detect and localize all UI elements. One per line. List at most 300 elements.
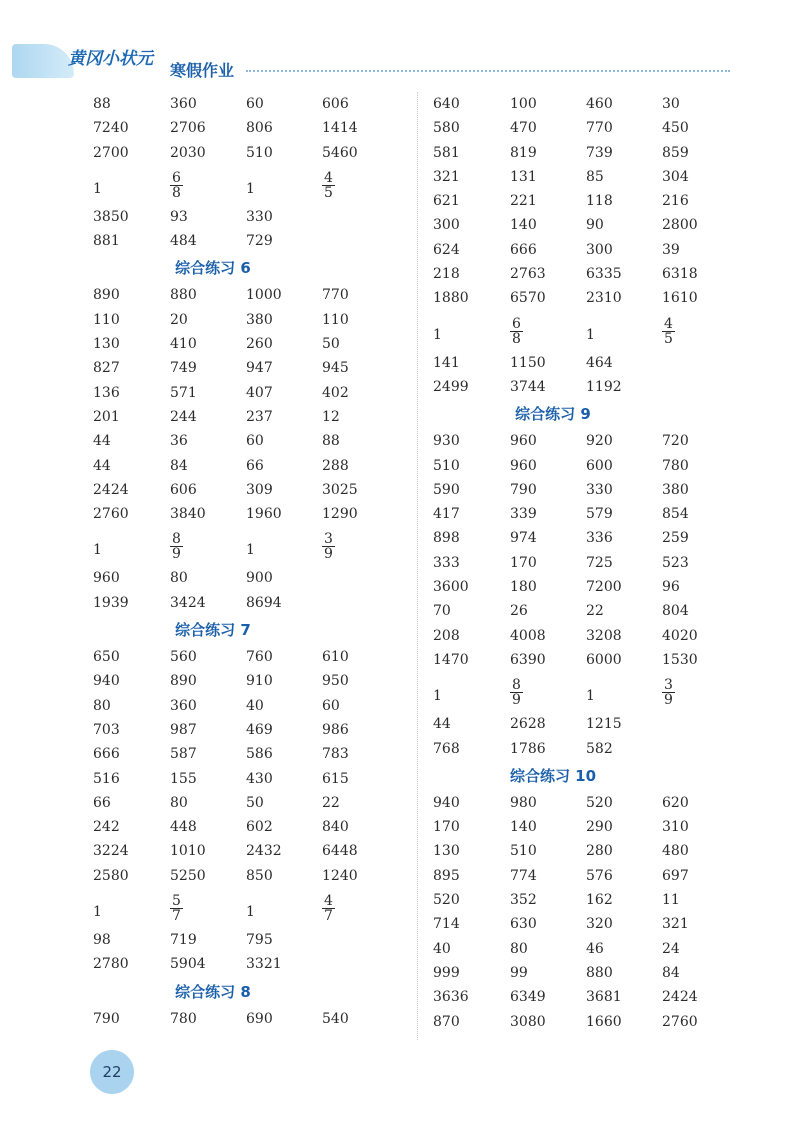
answer-cell: 44 [433, 716, 451, 733]
answer-row [93, 356, 423, 380]
fraction [170, 171, 183, 200]
answer-cell: 590 [433, 481, 460, 498]
answer-cell: 1 [433, 688, 442, 705]
answer-cell: 690 [246, 1010, 273, 1027]
answer-cell: 560 [170, 649, 197, 666]
answer-cell: 749 [170, 360, 197, 377]
answer-cell: 725 [586, 554, 613, 571]
answer-row [433, 478, 763, 502]
answer-cell: 850 [246, 867, 273, 884]
answer-cell: 880 [586, 964, 613, 981]
answer-cell: 66 [93, 794, 111, 811]
answer-cell: 5250 [170, 867, 206, 884]
answer-cell: 136 [93, 384, 120, 401]
answer-cell: 469 [246, 721, 273, 738]
answer-cell: 621 [433, 193, 460, 210]
answer-cell: 3424 [170, 594, 206, 611]
answer-cell: 170 [510, 554, 537, 571]
answer-cell: 60 [246, 96, 264, 112]
answer-cell: 606 [170, 481, 197, 498]
fraction-numerator: 6 [172, 169, 181, 186]
answer-cell: 729 [246, 233, 273, 250]
section-title: 综合练习 6 [175, 259, 251, 278]
answer-cell: 320 [586, 916, 613, 933]
answer-cell: 96 [662, 579, 680, 596]
answer-cell: 1786 [510, 740, 546, 757]
answer-cell: 7240 [93, 120, 129, 137]
answer-cell: 50 [246, 794, 264, 811]
answer-cell: 2760 [93, 506, 129, 523]
answer-cell: 840 [322, 819, 349, 836]
answer-cell: 162 [586, 892, 613, 909]
answer-cell: 3208 [586, 627, 622, 644]
answer-cell: 2763 [510, 266, 546, 283]
answer-row [433, 116, 763, 140]
answer-cell: 84 [662, 964, 680, 981]
answer-cell: 1610 [662, 290, 698, 307]
fraction-denominator: 8 [172, 184, 181, 201]
answer-cell: 130 [433, 843, 460, 860]
answer-cell: 70 [433, 603, 451, 620]
fraction-denominator: 9 [664, 692, 673, 709]
answer-cell: 854 [662, 506, 689, 523]
fraction [662, 678, 675, 707]
answer-cell: 523 [662, 554, 689, 571]
answer-cell: 30 [662, 96, 680, 112]
answer-row [433, 791, 763, 815]
fraction [510, 678, 523, 707]
answer-cell: 80 [170, 570, 188, 587]
fraction [322, 532, 335, 561]
answer-cell: 1 [93, 542, 102, 559]
answer-cell: 520 [433, 892, 460, 909]
answer-row [433, 92, 763, 116]
answer-cell: 610 [322, 649, 349, 666]
answer-cell: 8694 [246, 594, 282, 611]
answer-cell: 703 [93, 721, 120, 738]
answer-cell: 470 [510, 120, 537, 137]
answer-cell: 218 [433, 266, 460, 283]
answer-row [93, 92, 423, 116]
section-title: 综合练习 7 [175, 621, 251, 640]
answer-cell: 333 [433, 554, 460, 571]
fraction-row [433, 311, 763, 351]
answer-cell: 448 [170, 819, 197, 836]
answer-cell: 900 [246, 570, 273, 587]
answer-row [433, 961, 763, 985]
answer-row [433, 839, 763, 863]
answer-cell: 1240 [322, 867, 358, 884]
answer-row [93, 767, 423, 791]
answer-row [93, 791, 423, 815]
answer-cell: 242 [93, 819, 120, 836]
answer-cell: 410 [170, 336, 197, 353]
answer-cell: 890 [93, 287, 120, 304]
answer-row [93, 718, 423, 742]
answer-cell: 576 [586, 867, 613, 884]
answer-cell: 3080 [510, 1013, 546, 1030]
answer-cell: 666 [93, 746, 120, 763]
answer-cell: 40 [246, 697, 264, 714]
answer-row [93, 815, 423, 839]
answer-cell: 40 [433, 940, 451, 957]
answer-cell: 380 [246, 311, 273, 328]
answer-cell: 88 [93, 96, 111, 112]
answer-cell: 6000 [586, 651, 622, 668]
answer-cell: 1 [433, 326, 442, 343]
answer-cell: 581 [433, 144, 460, 161]
answer-cell: 2310 [586, 290, 622, 307]
answer-cell: 2424 [93, 481, 129, 498]
answer-row [93, 478, 423, 502]
answer-cell: 606 [322, 96, 349, 112]
answer-row [433, 238, 763, 262]
answer-row [433, 815, 763, 839]
answer-cell: 6448 [322, 843, 358, 860]
fraction [170, 532, 183, 561]
answer-cell: 6349 [510, 989, 546, 1006]
answer-cell: 1150 [510, 354, 546, 371]
answer-row [433, 937, 763, 961]
answer-row [433, 375, 763, 399]
section-title: 综合练习 10 [509, 766, 597, 785]
answer-row [433, 165, 763, 189]
answer-row [93, 742, 423, 766]
answer-cell: 460 [586, 96, 613, 112]
header-title: 寒假作业 [170, 61, 235, 80]
fraction-row [93, 165, 423, 205]
answer-cell: 2030 [170, 144, 206, 161]
answer-cell: 2424 [662, 989, 698, 1006]
answer-cell: 986 [322, 721, 349, 738]
answer-cell: 780 [662, 457, 689, 474]
answer-cell: 1470 [433, 651, 469, 668]
answer-row [433, 712, 763, 736]
answer-cell: 22 [586, 603, 604, 620]
answer-cell: 430 [246, 770, 273, 787]
answer-cell: 221 [510, 193, 537, 210]
fraction-numerator: 3 [664, 677, 673, 694]
answer-cell: 719 [170, 932, 197, 949]
answer-row [93, 669, 423, 693]
answer-cell: 3025 [322, 481, 358, 498]
answer-cell: 330 [586, 481, 613, 498]
answer-row [93, 429, 423, 453]
answer-cell: 310 [662, 819, 689, 836]
answer-cell: 540 [322, 1010, 349, 1027]
answer-cell: 1 [246, 180, 255, 197]
answer-cell: 1215 [586, 716, 622, 733]
answer-cell: 960 [510, 457, 537, 474]
answer-cell: 510 [246, 144, 273, 161]
answer-cell: 790 [93, 1010, 120, 1027]
answer-cell: 330 [246, 208, 273, 225]
answer-cell: 20 [170, 311, 188, 328]
answer-cell: 484 [170, 233, 197, 250]
answers-column-right [433, 92, 763, 1034]
page-header [0, 0, 800, 90]
answer-cell: 5460 [322, 144, 358, 161]
answer-cell: 1880 [433, 290, 469, 307]
answer-row [93, 952, 423, 976]
answer-cell: 60 [322, 697, 340, 714]
answer-cell: 118 [586, 193, 613, 210]
answer-cell: 36 [170, 433, 188, 450]
answer-row [433, 429, 763, 453]
answer-row [433, 351, 763, 375]
answer-row [433, 864, 763, 888]
answer-row [93, 141, 423, 165]
answer-row [433, 286, 763, 310]
answer-cell: 947 [246, 360, 273, 377]
answer-cell: 80 [510, 940, 528, 957]
answer-cell: 987 [170, 721, 197, 738]
answer-cell: 3321 [246, 956, 282, 973]
answer-cell: 571 [170, 384, 197, 401]
answer-cell: 208 [433, 627, 460, 644]
section-title: 综合练习 9 [515, 405, 591, 424]
fraction-numerator: 4 [324, 169, 333, 186]
answer-cell: 4020 [662, 627, 698, 644]
answer-cell: 1 [93, 904, 102, 921]
answer-cell: 2432 [246, 843, 282, 860]
answer-row [433, 985, 763, 1009]
answer-cell: 360 [170, 96, 197, 112]
answer-cell: 1 [586, 326, 595, 343]
answer-cell: 859 [662, 144, 689, 161]
answer-cell: 3850 [93, 208, 129, 225]
answer-cell: 309 [246, 481, 273, 498]
answer-cell: 260 [246, 336, 273, 353]
answer-cell: 602 [246, 819, 273, 836]
answer-cell: 170 [433, 819, 460, 836]
answer-cell: 288 [322, 457, 349, 474]
fraction-numerator: 3 [324, 531, 333, 548]
answer-cell: 39 [662, 241, 680, 258]
answer-cell: 110 [322, 311, 349, 328]
answer-row [93, 116, 423, 140]
answer-cell: 783 [322, 746, 349, 763]
header-dotted-line [246, 70, 730, 72]
answer-cell: 380 [662, 481, 689, 498]
answer-cell: 895 [433, 867, 460, 884]
answer-cell: 60 [246, 433, 264, 450]
answer-cell: 960 [510, 433, 537, 450]
fraction-row [93, 526, 423, 566]
answer-cell: 880 [170, 287, 197, 304]
fraction [322, 894, 335, 923]
fraction-denominator: 5 [664, 330, 673, 347]
answer-cell: 3224 [93, 843, 129, 860]
answer-cell: 898 [433, 530, 460, 547]
answer-cell: 140 [510, 819, 537, 836]
fraction-denominator: 5 [324, 184, 333, 201]
answer-cell: 339 [510, 506, 537, 523]
answer-cell: 2800 [662, 217, 698, 234]
page-number: 22 [90, 1050, 134, 1094]
answer-cell: 630 [510, 916, 537, 933]
answer-row [93, 566, 423, 590]
answer-cell: 84 [170, 457, 188, 474]
answer-row [433, 912, 763, 936]
answer-cell: 300 [586, 241, 613, 258]
answer-cell: 960 [93, 570, 120, 587]
answer-row [93, 928, 423, 952]
answer-row [433, 502, 763, 526]
answer-row [93, 283, 423, 307]
answer-cell: 407 [246, 384, 273, 401]
answer-row [433, 213, 763, 237]
answer-cell: 930 [433, 433, 460, 450]
answer-cell: 85 [586, 168, 604, 185]
fraction-denominator: 7 [172, 908, 181, 925]
answer-cell: 66 [246, 457, 264, 474]
answer-cell: 760 [246, 649, 273, 666]
fraction-denominator: 9 [324, 546, 333, 563]
answer-cell: 579 [586, 506, 613, 523]
answer-cell: 615 [322, 770, 349, 787]
answer-row [93, 332, 423, 356]
answer-row [93, 454, 423, 478]
answer-cell: 3636 [433, 989, 469, 1006]
answer-cell: 336 [586, 530, 613, 547]
answer-cell: 321 [433, 168, 460, 185]
answer-cell: 100 [510, 96, 537, 112]
answer-row [433, 454, 763, 478]
answer-cell: 110 [93, 311, 120, 328]
answer-cell: 870 [433, 1013, 460, 1030]
answer-cell: 6390 [510, 651, 546, 668]
fraction-numerator: 4 [664, 315, 673, 332]
answer-cell: 2700 [93, 144, 129, 161]
answer-cell: 6570 [510, 290, 546, 307]
answer-cell: 2499 [433, 378, 469, 395]
section-title: 综合练习 8 [175, 982, 251, 1001]
answer-cell: 259 [662, 530, 689, 547]
answer-cell: 2628 [510, 716, 546, 733]
answer-cell: 244 [170, 408, 197, 425]
answer-cell: 980 [510, 794, 537, 811]
fraction-denominator: 7 [324, 908, 333, 925]
answer-cell: 790 [510, 481, 537, 498]
answer-row [433, 189, 763, 213]
answer-cell: 1192 [586, 378, 622, 395]
answer-cell: 697 [662, 867, 689, 884]
answer-row [433, 551, 763, 575]
answer-cell: 582 [586, 740, 613, 757]
answer-cell: 450 [662, 120, 689, 137]
fraction-denominator: 9 [172, 546, 181, 563]
answer-cell: 774 [510, 867, 537, 884]
answer-cell: 300 [433, 217, 460, 234]
answer-cell: 1290 [322, 506, 358, 523]
fraction-denominator: 9 [512, 692, 521, 709]
answer-cell: 44 [93, 433, 111, 450]
answer-cell: 290 [586, 819, 613, 836]
answer-row [93, 591, 423, 615]
answer-cell: 180 [510, 579, 537, 596]
answer-row [93, 839, 423, 863]
fraction-denominator: 8 [512, 330, 521, 347]
answer-cell: 3600 [433, 579, 469, 596]
answer-row [93, 1007, 423, 1031]
answer-row [93, 381, 423, 405]
brand-logo: 黄冈小状元 [68, 49, 153, 69]
answer-cell: 88 [322, 433, 340, 450]
answer-cell: 4008 [510, 627, 546, 644]
answer-cell: 510 [433, 457, 460, 474]
answer-row [433, 1010, 763, 1034]
answer-cell: 520 [586, 794, 613, 811]
answer-cell: 795 [246, 932, 273, 949]
answer-cell: 1414 [322, 120, 358, 137]
answer-cell: 945 [322, 360, 349, 377]
answer-cell: 2580 [93, 867, 129, 884]
answer-cell: 140 [510, 217, 537, 234]
answer-cell: 93 [170, 208, 188, 225]
fraction-row [93, 888, 423, 928]
answer-cell: 2760 [662, 1013, 698, 1030]
answer-row [433, 262, 763, 286]
answer-cell: 417 [433, 506, 460, 523]
answer-cell: 80 [170, 794, 188, 811]
fraction-numerator: 8 [512, 677, 521, 694]
answer-cell: 6335 [586, 266, 622, 283]
fraction [662, 317, 675, 346]
answer-cell: 464 [586, 354, 613, 371]
answer-cell: 1960 [246, 506, 282, 523]
answer-row [93, 308, 423, 332]
answer-cell: 321 [662, 916, 689, 933]
answer-cell: 974 [510, 530, 537, 547]
answer-cell: 714 [433, 916, 460, 933]
answer-cell: 640 [433, 96, 460, 112]
answer-cell: 480 [662, 843, 689, 860]
answer-cell: 1939 [93, 594, 129, 611]
answer-cell: 890 [170, 673, 197, 690]
fraction [510, 317, 523, 346]
answer-cell: 402 [322, 384, 349, 401]
answer-cell: 90 [586, 217, 604, 234]
answers-column-left [93, 92, 423, 1031]
answer-row [433, 526, 763, 550]
answer-cell: 3840 [170, 506, 206, 523]
answer-cell: 624 [433, 241, 460, 258]
answer-cell: 141 [433, 354, 460, 371]
answer-cell: 768 [433, 740, 460, 757]
answer-cell: 770 [586, 120, 613, 137]
answer-cell: 819 [510, 144, 537, 161]
fraction [170, 894, 183, 923]
answer-cell: 7200 [586, 579, 622, 596]
answer-cell: 5904 [170, 956, 206, 973]
answer-cell: 950 [322, 673, 349, 690]
answer-row [93, 502, 423, 526]
answer-cell: 2706 [170, 120, 206, 137]
answer-cell: 1 [246, 904, 255, 921]
answer-cell: 580 [433, 120, 460, 137]
answer-cell: 360 [170, 697, 197, 714]
answer-cell: 940 [93, 673, 120, 690]
answer-cell: 587 [170, 746, 197, 763]
answer-cell: 1660 [586, 1013, 622, 1030]
answer-cell: 12 [322, 408, 340, 425]
answer-cell: 2780 [93, 956, 129, 973]
answer-cell: 881 [93, 233, 120, 250]
answer-row [433, 599, 763, 623]
fraction [322, 171, 335, 200]
answer-cell: 1 [93, 180, 102, 197]
